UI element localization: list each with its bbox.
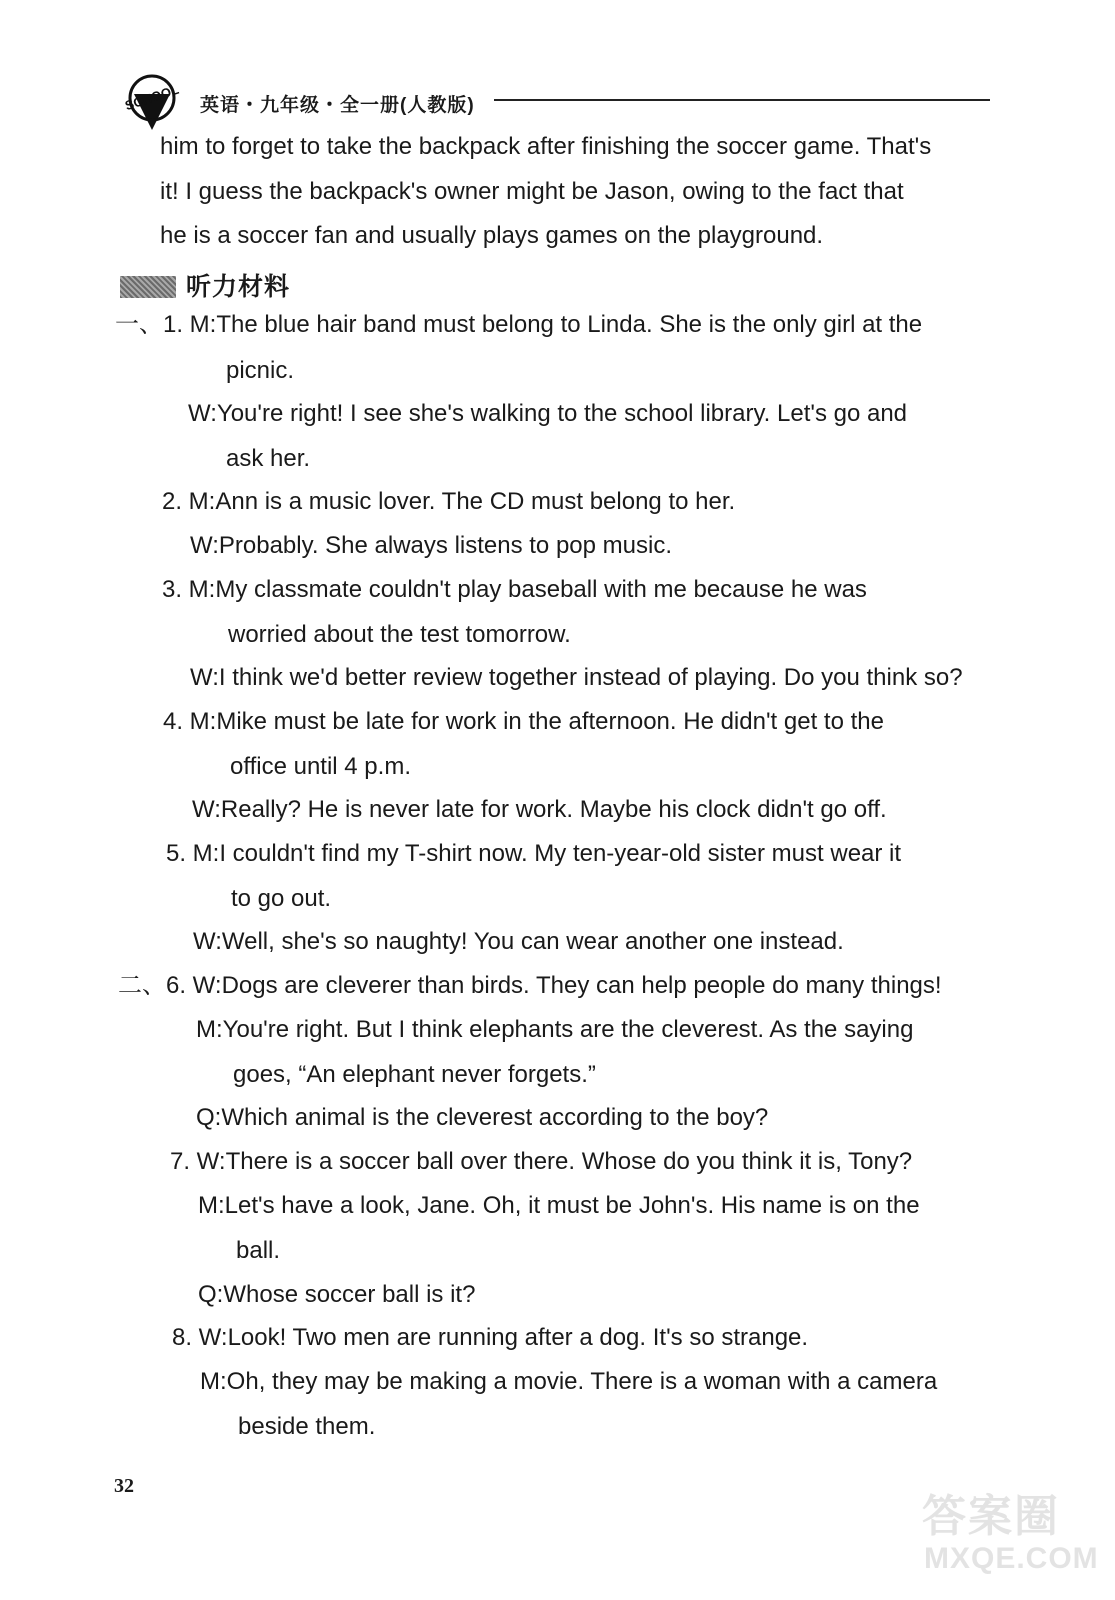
utterance-text: Mike must be late for work in the afternoon. He didn't get to the (216, 708, 884, 735)
continuation-line-2: it! I guess the backpack's owner might be Jason, owing to the fact that (160, 178, 904, 205)
utterance-text: I couldn't find my T-shirt now. My ten-year-old sister must wear it (219, 840, 902, 867)
speaker-prefix: M: (198, 1192, 225, 1219)
utterance-text: office until 4 p.m. (230, 753, 411, 780)
speaker-prefix: W: (192, 796, 221, 823)
transcript-line (192, 795, 887, 825)
transcript-line (190, 663, 963, 693)
transcript-line (236, 1236, 280, 1266)
transcript-line (231, 884, 331, 914)
utterance-text: You're right! I see she's walking to the school library. Let's go and (216, 400, 908, 427)
speaker-prefix: 二、6. W: (118, 972, 222, 999)
transcript-line (170, 1147, 912, 1177)
utterance-text: Which animal is the cleverest according to the boy? (221, 1104, 769, 1131)
section-title: 听力材料 (186, 273, 291, 301)
speaker-prefix: 8. W: (172, 1324, 228, 1351)
speaker-prefix: M: (196, 1016, 223, 1043)
transcript-line (198, 1280, 475, 1310)
speaker-prefix: 5. M: (166, 840, 220, 867)
transcript-line (190, 531, 672, 561)
utterance-text: Whose soccer ball is it? (223, 1281, 476, 1308)
page-header (112, 68, 992, 138)
speaker-prefix: 3. M: (162, 576, 216, 603)
transcript-line (226, 356, 294, 386)
page-number: 32 (114, 1475, 134, 1497)
transcript-line (196, 1103, 768, 1133)
speaker-prefix: M: (200, 1368, 227, 1395)
watermark-top: 答案圈 (922, 1492, 1060, 1541)
utterance-text: picnic. (226, 357, 295, 384)
speaker-prefix: W: (190, 664, 219, 691)
transcript-line (162, 575, 867, 605)
book-title: 英语・九年级・全一册(人教版) (200, 95, 475, 116)
transcript-line (118, 971, 942, 1001)
speaker-prefix: 2. M: (162, 488, 216, 515)
utterance-text: Probably. She always listens to pop music. (218, 532, 672, 559)
transcript-line (166, 839, 901, 869)
transcript-line (228, 620, 571, 650)
watermark (912, 1478, 1102, 1588)
utterance-text: Oh, they may be making a movie. There is a woman with a camera (226, 1368, 938, 1395)
utterance-text: Look! Two men are running after a dog. It's so strange. (227, 1324, 809, 1351)
transcript-line (162, 487, 735, 517)
transcript-line (226, 444, 310, 474)
utterance-text: You're right. But I think elephants are the cleverest. As the saying (222, 1016, 914, 1043)
transcript-line (238, 1412, 375, 1442)
transcript-line (200, 1367, 937, 1397)
logo-text: SCHOOL (123, 81, 181, 114)
header-rule (494, 99, 990, 101)
utterance-text: Well, she's so naughty! You can wear another one instead. (221, 928, 844, 955)
speaker-prefix: 7. W: (170, 1148, 226, 1175)
section-marker (120, 276, 176, 298)
transcript-line (198, 1191, 920, 1221)
transcript-line (233, 1060, 596, 1090)
transcript-line (172, 1323, 808, 1353)
utterance-text: beside them. (238, 1413, 376, 1440)
speaker-prefix: 一、1. M: (115, 311, 217, 338)
utterance-text: Let's have a look, Jane. Oh, it must be John's. His name is on the (224, 1192, 920, 1219)
utterance-text: Dogs are cleverer than birds. They can help people do many things! (221, 972, 942, 999)
transcript-line (115, 310, 922, 340)
utterance-text: ask her. (226, 445, 311, 472)
utterance-text: goes, “An elephant never forgets.” (233, 1061, 596, 1088)
utterance-text: My classmate couldn't play baseball with me because he was (215, 576, 867, 603)
speaker-prefix: Q: (196, 1104, 222, 1131)
transcript-line (193, 927, 844, 957)
speaker-prefix: W: (190, 532, 219, 559)
utterance-text: Really? He is never late for work. Maybe his clock didn't go off. (220, 796, 887, 823)
watermark-bottom: MXQE.COM (924, 1542, 1099, 1575)
speaker-prefix: 4. M: (163, 708, 217, 735)
transcript-line (230, 752, 411, 782)
utterance-text: There is a soccer ball over there. Whose do you think it is, Tony? (225, 1148, 913, 1175)
utterance-text: ball. (236, 1237, 281, 1264)
speaker-prefix: Q: (198, 1281, 224, 1308)
utterance-text: Ann is a music lover. The CD must belong to her. (215, 488, 736, 515)
school-logo (112, 68, 192, 136)
utterance-text: I think we'd better review together instead of playing. Do you think so? (218, 664, 963, 691)
utterance-text: to go out. (231, 885, 332, 912)
utterance-text: worried about the test tomorrow. (228, 621, 571, 648)
transcript-line (188, 399, 907, 429)
speaker-prefix: W: (188, 400, 217, 427)
continuation-line-1: him to forget to take the backpack after finishing the soccer game. That's (160, 133, 932, 160)
utterance-text: The blue hair band must belong to Linda. She is the only girl at the (216, 311, 923, 338)
continuation-line-3: he is a soccer fan and usually plays games on the playground. (160, 222, 824, 249)
transcript-line (163, 707, 884, 737)
speaker-prefix: W: (193, 928, 222, 955)
transcript-line (196, 1015, 913, 1045)
